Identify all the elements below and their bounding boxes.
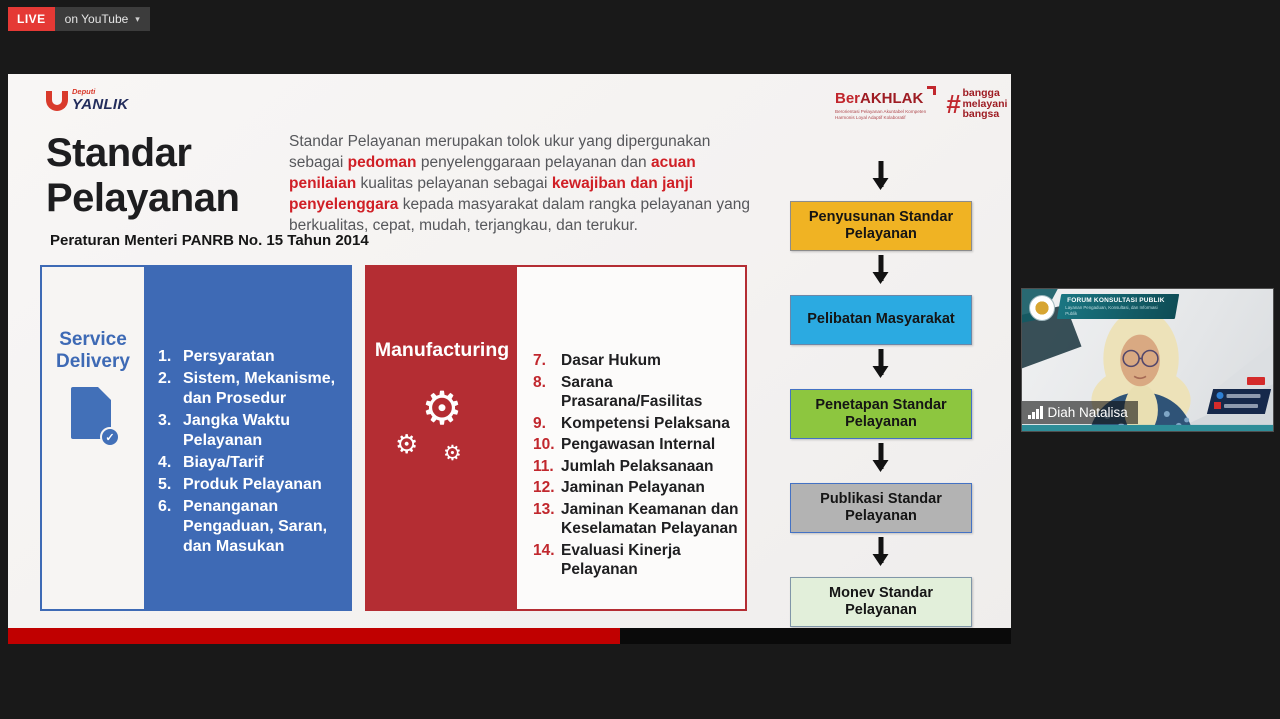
list-item-text: Dasar Hukum xyxy=(561,352,661,369)
social-links-overlay xyxy=(1207,389,1271,414)
bangga-melayani-bangsa-logo xyxy=(946,88,1007,120)
list-item-text: Evaluasi Kinerja Pelayanan xyxy=(561,541,681,579)
list-item xyxy=(533,351,739,371)
list-item xyxy=(533,435,739,455)
flow-box: Publikasi Standar Pelayanan xyxy=(790,483,972,533)
flow-step xyxy=(790,201,972,251)
process-flowchart xyxy=(790,157,972,627)
speaker-video-tile[interactable] xyxy=(1021,288,1274,432)
list-item xyxy=(158,347,342,367)
flow-step xyxy=(790,577,972,627)
slide-title xyxy=(46,131,239,221)
facebook-icon xyxy=(1216,392,1223,399)
slide-title-line2: Pelayanan xyxy=(46,176,240,221)
list-item-number: 9. xyxy=(533,414,546,432)
list-item-text: Sarana Prasarana/Fasilitas xyxy=(561,373,703,411)
list-item-text: Jumlah Pelaksanaan xyxy=(561,457,714,475)
slide-progress-bar xyxy=(8,628,1011,644)
flow-step xyxy=(790,483,972,533)
manufacturing-label: Manufacturing xyxy=(374,339,510,361)
list-item xyxy=(533,457,739,477)
list-item-text: Penanganan Pengaduan, Saran, dan Masukan xyxy=(183,498,328,555)
list-item-text: Jaminan Keamanan dan Keselamatan Pelayanan xyxy=(561,500,739,538)
list-item-number: 1. xyxy=(158,348,172,365)
service-delivery-box xyxy=(40,265,352,611)
deputi-yanlik-logo xyxy=(46,87,129,113)
yanlik-logo-icon xyxy=(46,91,68,111)
progress-bar-red-segment xyxy=(8,628,620,644)
bangga-word-3: bangsa xyxy=(962,108,1000,121)
arrow-down-icon xyxy=(879,349,884,375)
list-item-text: Biaya/Tarif xyxy=(183,454,264,471)
chevron-down-icon: ▾ xyxy=(135,13,140,24)
berakhlak-tagline-1: Berorientasi Pelayanan Akuntabel Kompeten xyxy=(835,109,927,114)
list-item-text: Jangka Waktu Pelayanan xyxy=(183,412,290,449)
list-item-number: 11. xyxy=(533,457,554,475)
list-item xyxy=(533,500,739,539)
flow-box: Penyusunan Standar Pelayanan xyxy=(790,201,972,251)
slide-subtitle: Peraturan Menteri PANRB No. 15 Tahun 2014 xyxy=(50,232,369,249)
platform-dropdown[interactable] xyxy=(55,7,150,31)
list-item-text: Sistem, Mekanisme, dan Prosedur xyxy=(183,370,336,407)
manufacturing-list xyxy=(517,267,745,609)
list-item-text: Kompetensi Pelaksana xyxy=(561,414,730,432)
forum-banner xyxy=(1057,294,1179,319)
flow-step xyxy=(790,295,972,345)
list-item-number: 8. xyxy=(533,373,546,391)
list-item-number: 5. xyxy=(158,476,172,493)
list-item xyxy=(533,478,739,498)
list-item-text: Jaminan Pelayanan xyxy=(561,479,705,497)
list-item xyxy=(158,475,342,495)
live-badge: LIVE xyxy=(8,7,55,31)
manufacturing-left-panel xyxy=(367,267,517,609)
document-icon xyxy=(71,387,115,444)
arrow-down-icon xyxy=(879,161,884,187)
list-item xyxy=(158,411,342,451)
check-circle-icon: ✓ xyxy=(100,427,120,447)
list-item-number: 12. xyxy=(533,479,555,497)
berakhlak-prefix: Ber xyxy=(835,90,861,107)
bangga-word-1: bangga xyxy=(962,87,1000,99)
forum-seal-logo xyxy=(1029,295,1055,321)
service-delivery-label: Service Delivery xyxy=(56,329,130,372)
slide-title-line1: Standar xyxy=(46,131,192,175)
arrow-down-icon xyxy=(879,537,884,563)
list-item-text: Persyaratan xyxy=(183,348,275,365)
list-item-number: 13. xyxy=(533,500,555,518)
service-delivery-left-panel xyxy=(42,267,144,609)
berakhlak-tagline-2: Harmonis Loyal Adaptif Kolaboratif xyxy=(835,115,906,121)
list-item-number: 3. xyxy=(158,412,172,429)
list-item-number: 7. xyxy=(533,352,546,369)
youtube-icon xyxy=(1214,402,1221,409)
service-delivery-list xyxy=(144,267,350,609)
signal-bars-icon xyxy=(1028,406,1043,419)
platform-label: on YouTube xyxy=(64,12,129,26)
list-item xyxy=(158,369,342,409)
list-item-text: Pengawasan Internal xyxy=(561,436,716,454)
flow-box: Monev Standar Pelayanan xyxy=(790,577,972,627)
shared-slide xyxy=(8,74,1011,644)
yanlik-logo-name: YANLIK xyxy=(72,96,129,113)
yanlik-logo-top-text: Deputi xyxy=(72,87,96,96)
flow-box: Pelibatan Masyarakat xyxy=(790,295,972,345)
flow-box: Penetapan Standar Pelayanan xyxy=(790,389,972,439)
list-item-number: 4. xyxy=(158,454,172,471)
list-item xyxy=(158,453,342,473)
list-item-number: 10. xyxy=(533,436,555,454)
list-item xyxy=(533,414,739,434)
stream-overlay-badge xyxy=(1247,377,1265,385)
list-item xyxy=(533,541,739,580)
arrow-down-icon xyxy=(879,255,884,281)
arrow-down-icon xyxy=(879,443,884,469)
list-item xyxy=(533,373,739,412)
berakhlak-logo xyxy=(835,90,945,121)
flow-step xyxy=(790,389,972,439)
chevron-mark-icon xyxy=(927,86,936,95)
list-item-number: 6. xyxy=(158,498,172,515)
stream-status-bar xyxy=(8,7,150,31)
list-item xyxy=(158,497,342,557)
manufacturing-box xyxy=(365,265,747,611)
slide-paragraph: Standar Pelayanan merupakan tolok ukur yang dipergunakan sebagai pedoman penyelenggaraan pelayanan dan acuan penilaian kualitas pelayanan sebagai kewajiban dan janji penyelenggara kepada masyarakat dalam rangka pelayanan yang berkualitas, cepat, mudah, terjangkau, dan terukur. xyxy=(289,133,750,235)
list-item-number: 14. xyxy=(533,541,555,559)
berakhlak-name: AKHLAK xyxy=(860,90,924,107)
forum-banner-subtitle: Layanan Pengaduan, Konsultasi, dan Informasi Publik xyxy=(1065,305,1158,316)
participant-name: Diah Natalisa xyxy=(1047,405,1128,420)
list-item-text: Produk Pelayanan xyxy=(183,476,322,493)
gears-icon: ⚙ ⚙ ⚙ xyxy=(395,382,463,465)
forum-banner-title: FORUM KONSULTASI PUBLIK xyxy=(1067,297,1165,304)
hashtag-icon: # xyxy=(946,88,961,119)
participant-name-tag xyxy=(1022,401,1138,424)
bangga-word-2: melayani xyxy=(962,97,1008,110)
list-item-number: 2. xyxy=(158,370,172,387)
